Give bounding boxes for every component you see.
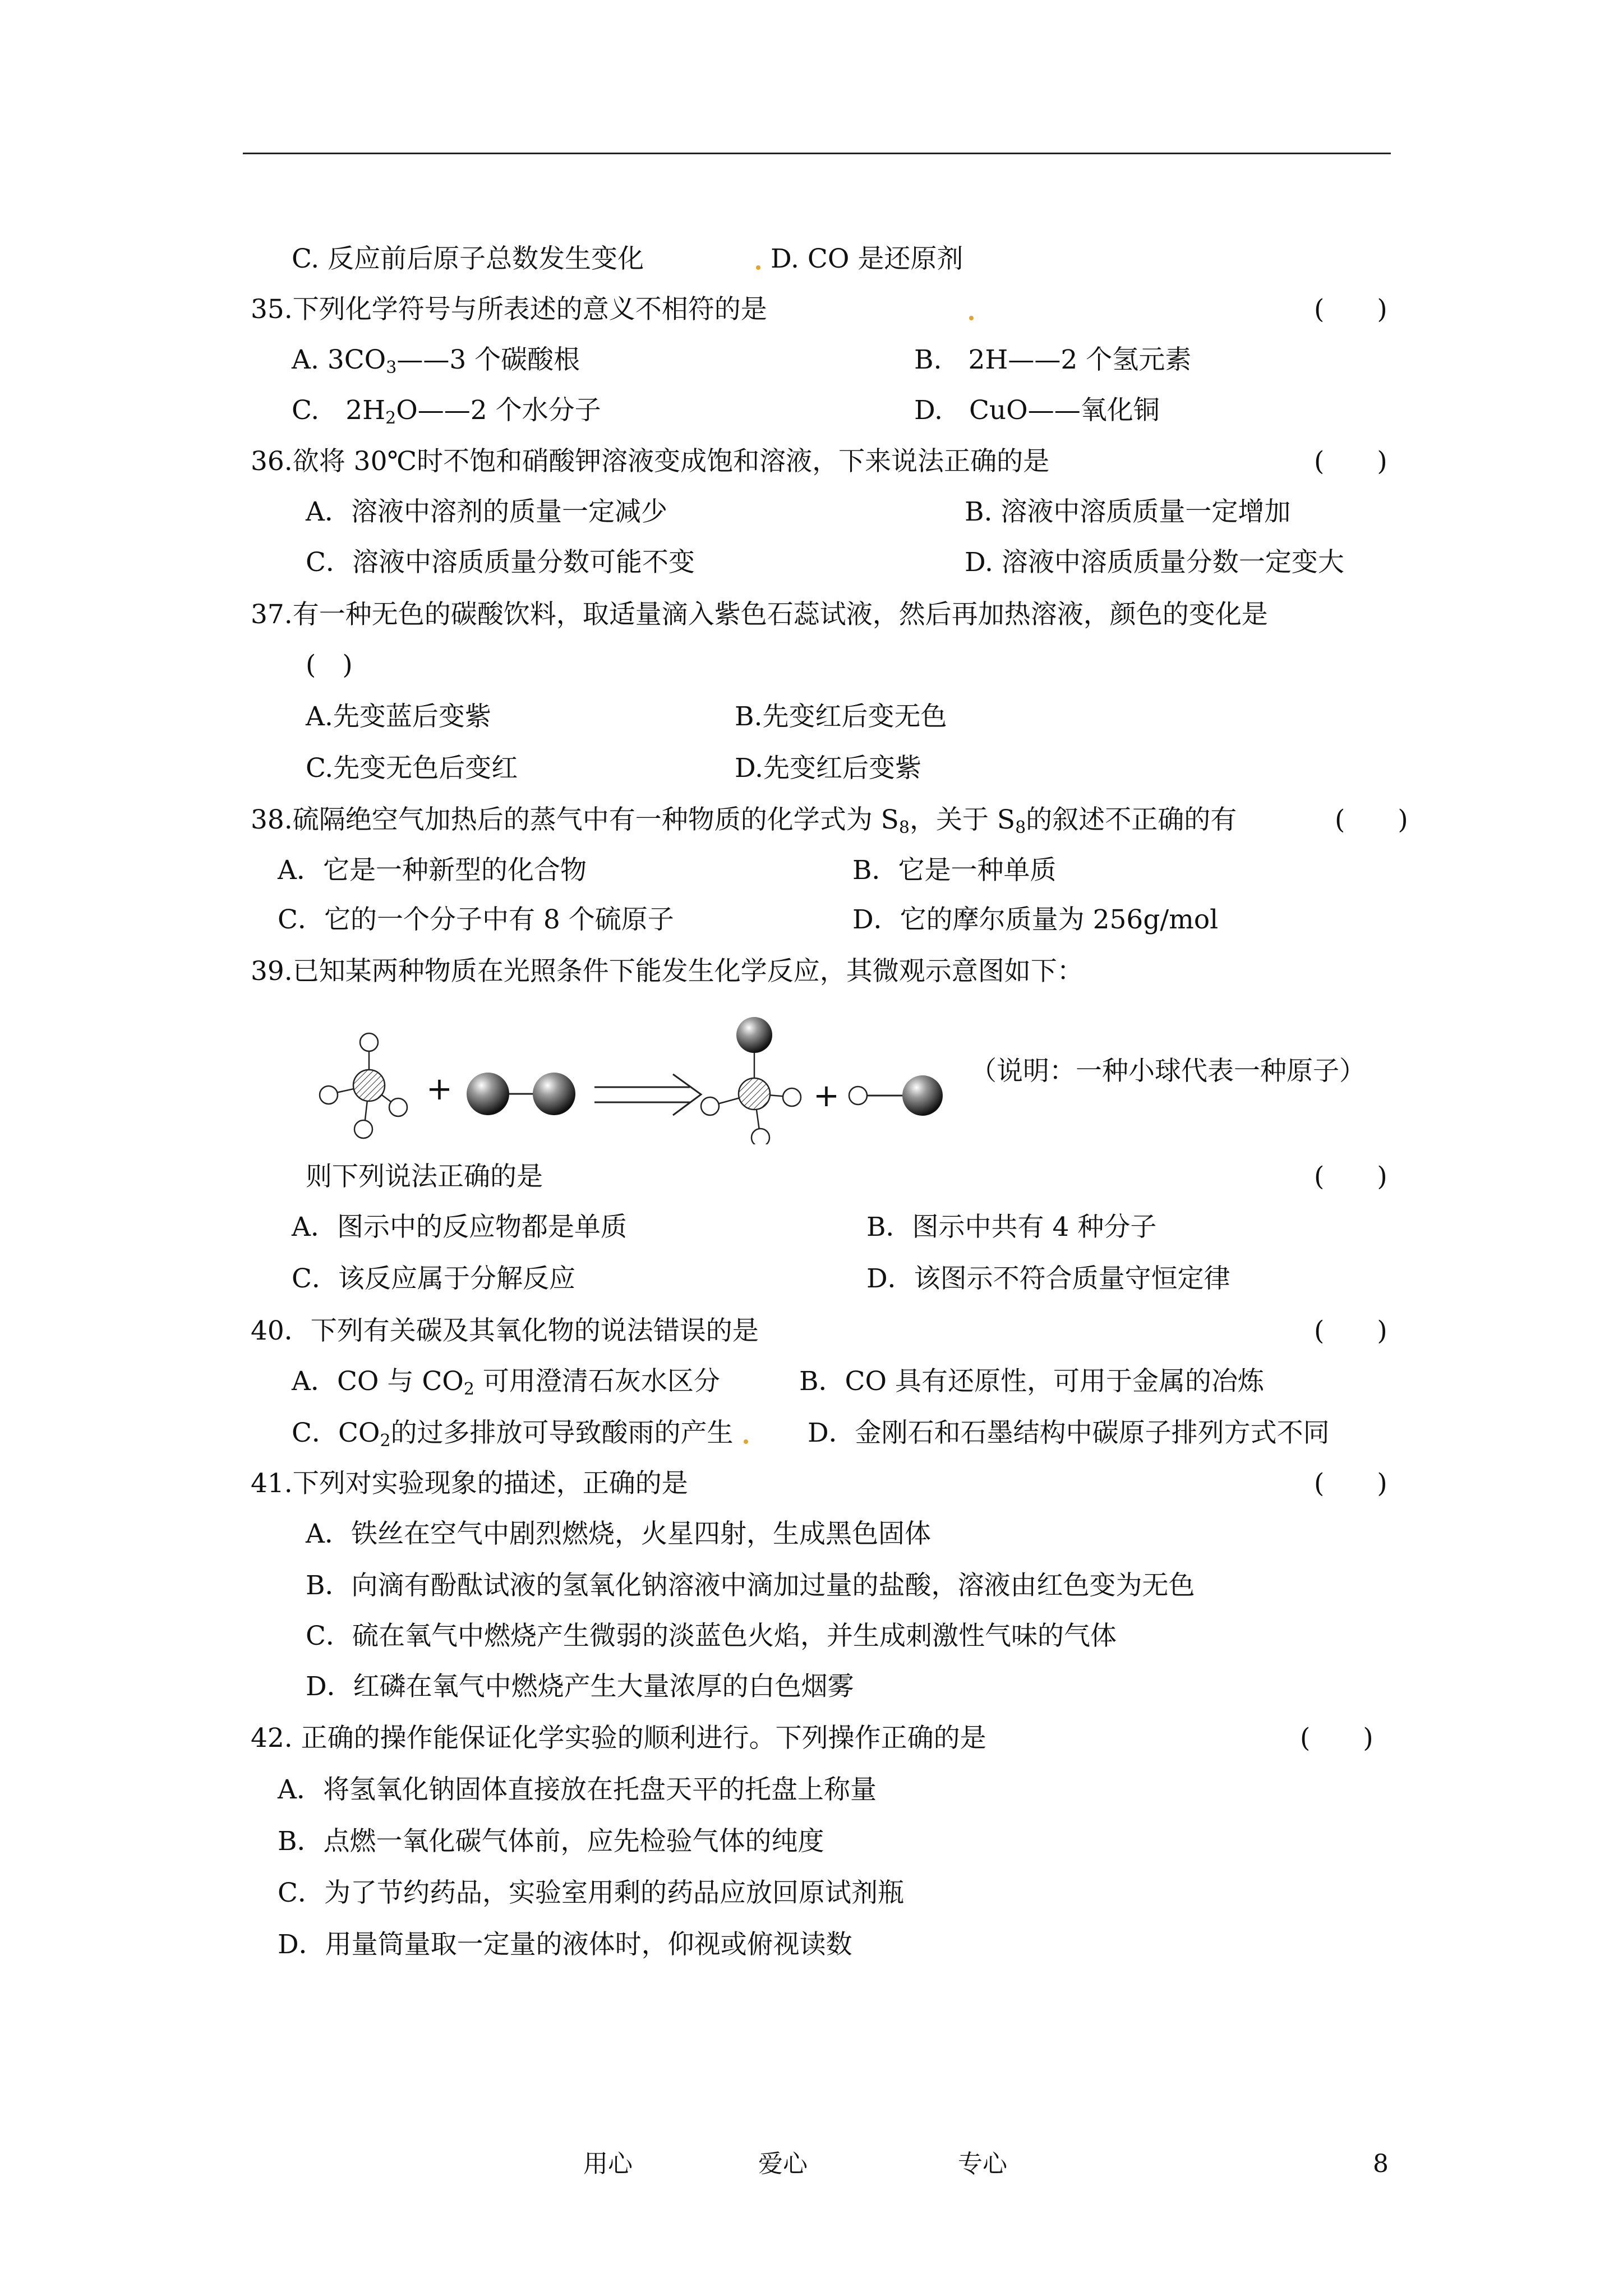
header-rule [243,153,1391,154]
q41-option-c: C．硫在氧气中燃烧产生微弱的淡蓝色火焰，并生成刺激性气味的气体 [306,1621,1117,1651]
q35-option-a: A. $3CO_3——3$ 个碳酸根 [292,344,580,378]
q38-option-d: D．它的摩尔质量为 256g/mol [852,904,1219,935]
q37-option-b: B.先变红后变无色 [735,701,947,732]
q41-answer-blank: ( ) [1314,1468,1387,1499]
q35-option-d: D. CuO——氧化铜 [914,395,1160,426]
q40-option-d: D．金刚石和石墨结构中碳原子排列方式不同 [808,1418,1330,1448]
reactant-molecule-2 [467,1073,575,1115]
q41-option-d: D．红磷在氧气中燃烧产生大量浓厚的白色烟雾 [306,1671,854,1702]
q39-option-a: A．图示中的反应物都是单质 [292,1212,627,1243]
q35-stem: 35.下列化学符号与所表述的意义不相符的是 [251,294,767,325]
q38-option-c: C．它的一个分子中有 8 个硫原子 [278,904,674,935]
plus-sign-1: + [426,1071,453,1107]
reactant-molecule-1 [320,1033,407,1138]
footer-word-3: 专心 [958,2150,1007,2178]
q39-answer-blank: ( ) [1314,1161,1387,1192]
q40-option-b: B．CO 具有还原性，可用于金属的冶炼 [799,1366,1264,1397]
q35-answer-blank: ( ) [1314,294,1387,325]
q38-option-b: B．它是一种单质 [852,855,1057,886]
q41-option-a: A．铁丝在空气中剧烈燃烧，火星四射，生成黑色固体 [306,1519,931,1549]
q34-option-d: D. CO 是还原剂 [746,242,963,276]
q42-option-c: C．为了节约药品，实验室用剩的药品应放回原试剂瓶 [278,1878,904,1908]
stray-dot [756,265,760,270]
q39-stem: 39.已知某两种物质在光照条件下能发生化学反应，其微观示意图如下： [251,956,1083,987]
q42-option-a: A．将氢氧化钠固体直接放在托盘天平的托盘上称量 [278,1774,877,1805]
footer-word-1: 用心 [583,2150,633,2178]
q35-option-c: C. $2H_2O——2$ 个水分子 [292,395,601,428]
q38-option-a: A．它是一种新型的化合物 [278,855,587,886]
q40-stem: 40．下列有关碳及其氧化物的说法错误的是 [251,1315,759,1346]
q39-option-d: D．该图示不符合质量守恒定律 [866,1263,1230,1294]
product-molecule-1 [701,1017,801,1144]
q41-stem: 41.下列对实验现象的描述，正确的是 [251,1468,688,1499]
product-molecule-2 [849,1075,943,1116]
q42-answer-blank: ( ) [1300,1723,1373,1754]
reaction-svg [314,1015,987,1144]
q36-option-c: C．溶液中溶质质量分数可能不变 [306,547,695,578]
q36-stem: 36.欲将 30℃时不饱和硝酸钾溶液变成饱和溶液，下来说法正确的是 [251,446,1050,477]
q37-option-c: C.先变无色后变红 [306,753,518,784]
q40-option-c: C．$CO_2$的过多排放可导致酸雨的产生 [292,1416,758,1450]
page-number: 8 [1373,2150,1389,2178]
q39-ask: 则下列说法正确的是 [306,1161,543,1192]
q39-option-c: C．该反应属于分解反应 [292,1263,575,1294]
q37-stem: 37.有一种无色的碳酸饮料，取适量滴入紫色石蕊试液，然后再加热溶液，颜色的变化是 [251,599,1268,630]
q35-option-b: B. 2H——2 个氢元素 [914,344,1192,375]
q38-stem: 38.硫隔绝空气加热后的蒸气中有一种物质的化学式为 $S_8$，关于 $S_8$的叙述不正确的有 [251,804,1237,838]
q39-note: （说明：一种小球代表一种原子） [970,1056,1366,1087]
q36-option-b: B. 溶液中溶质质量一定增加 [965,496,1291,527]
q40-option-a: A．CO 与 $CO_2$ 可用澄清石灰水区分 [292,1366,720,1399]
q42-option-d: D．用量筒量取一定量的液体时，仰视或俯视读数 [278,1929,852,1960]
q36-option-a: A．溶液中溶剂的质量一定减少 [306,496,667,527]
q42-stem: 42. 正确的操作能保证化学实验的顺利进行。下列操作正确的是 [251,1723,986,1754]
q39-option-b: B．图示中共有 4 种分子 [866,1212,1157,1243]
q36-option-d: D. 溶液中溶质质量分数一定变大 [965,547,1344,578]
q42-option-b: B．点燃一氧化碳气体前，应先检验气体的纯度 [278,1826,824,1857]
q40-answer-blank: ( ) [1314,1315,1387,1346]
reaction-arrow [594,1074,701,1115]
q41-option-b: B．向滴有酚酞试液的氢氧化钠溶液中滴加过量的盐酸，溶液由红色变为无色 [306,1570,1195,1601]
q37-answer-blank: ( ) [306,650,353,680]
plus-sign-2: + [813,1078,840,1114]
q34-option-c: C. 反应前后原子总数发生变化 [292,243,644,274]
q38-answer-blank: ( ) [1335,804,1408,835]
q37-option-a: A.先变蓝后变紫 [306,701,491,732]
q36-answer-blank: ( ) [1314,446,1387,477]
stray-dot-3 [744,1439,748,1444]
q37-option-d: D.先变红后变紫 [735,753,921,784]
footer-word-2: 爱心 [758,2150,808,2178]
molecule-reaction-diagram [314,1015,987,1147]
stray-dot-2 [959,293,984,326]
